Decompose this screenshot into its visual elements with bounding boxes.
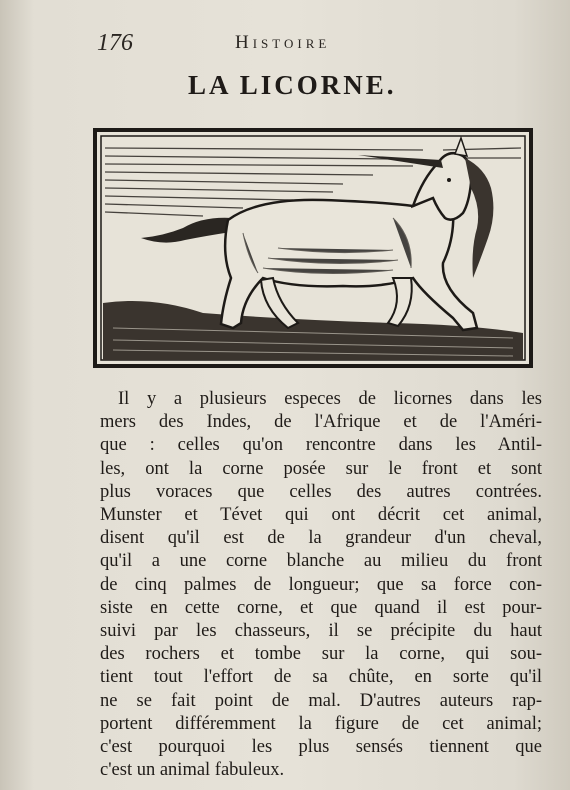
text-line: les, ont la corne posée sur le front et sont <box>100 458 542 479</box>
text-line: Munster et Tévet qui ont décrit cet animal, <box>100 505 542 526</box>
text-line: plus voraces que celles des autres contrées. <box>100 481 542 502</box>
text-line: des rochers et tombe sur la corne, qui sou- <box>100 644 542 665</box>
text-line: ne se fait point de mal. D'autres auteurs rap- <box>100 690 542 711</box>
page-number: 176 <box>97 30 133 56</box>
text-line: c'est pourquoi les plus sensés tiennent que <box>100 737 542 758</box>
text-line: disent qu'il est de la grandeur d'un cheval, <box>100 528 542 549</box>
text-line: que : celles qu'on rencontre dans les Antil- <box>100 435 542 456</box>
text-line: tient tout l'effort de sa chûte, en sorte qu'il <box>100 667 542 688</box>
text-line: c'est un animal fabuleux. <box>100 760 285 781</box>
text-line: Il y a plusieurs especes de licornes dans les <box>118 389 542 409</box>
text-line: qu'il a une corne blanche au milieu du front <box>100 551 542 572</box>
running-head: Histoire <box>235 32 331 53</box>
text-line: siste en cette corne, et que quand il est pour- <box>100 597 542 618</box>
unicorn-woodcut-illustration <box>93 128 533 368</box>
text-line: portent différemment la figure de cet animal; <box>100 713 542 734</box>
text-line: de cinq palmes de longueur; que sa force con- <box>100 574 542 595</box>
body-paragraph <box>100 388 542 782</box>
chapter-title: LA LICORNE. <box>188 70 397 100</box>
text-line: mers des Indes, de l'Afrique et de l'Améri- <box>100 412 542 433</box>
text-line: suivi par les chasseurs, il se précipite du haut <box>100 621 542 642</box>
